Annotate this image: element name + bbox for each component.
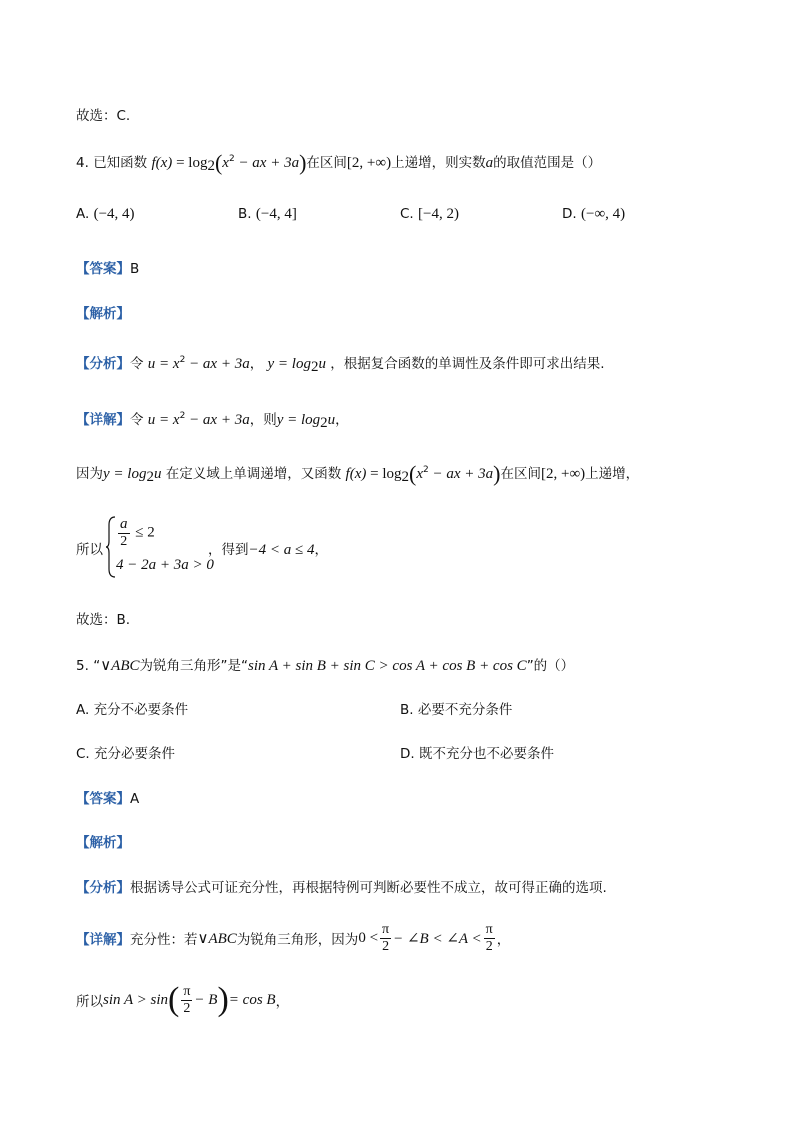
- conclusion-text: 故选：B.: [76, 612, 131, 628]
- math-y: y = log: [103, 466, 147, 482]
- math-x: x: [416, 466, 424, 482]
- answer-value: A: [130, 791, 140, 807]
- text: ，: [335, 412, 349, 428]
- text: ，根据复合函数的单调性及条件即可求出结果.: [330, 356, 605, 372]
- math-minus-b: − B: [194, 991, 218, 1008]
- log-base: 2: [320, 415, 328, 431]
- previous-conclusion: 故选：C.: [76, 108, 131, 124]
- q4-conclusion: [76, 608, 130, 628]
- stem-text: 在区间: [306, 155, 347, 171]
- math-u: u: [318, 356, 326, 372]
- text: ”的（）: [526, 658, 575, 674]
- option-text: 充分必要条件: [94, 746, 176, 762]
- text: 上递增，: [585, 466, 640, 482]
- q5-analysis-heading: [76, 831, 130, 851]
- paren-close: ): [493, 461, 501, 486]
- stem-text: 的取值范围是（）: [493, 155, 602, 171]
- math-triangle: ∨ABC: [100, 658, 140, 674]
- numerator: π: [485, 922, 493, 938]
- math-u: u = x: [147, 412, 180, 428]
- text: ，: [249, 356, 264, 372]
- math-ineq: − ∠B < ∠A <: [393, 930, 482, 947]
- q4-fenxi: [76, 352, 605, 376]
- numerator: π: [183, 984, 191, 1000]
- text: ，得到: [208, 542, 249, 558]
- option-label: A.: [76, 206, 90, 222]
- denominator: 2: [120, 533, 128, 549]
- q4-xiangjie: [76, 408, 349, 432]
- xiangjie-tag: 【详解】: [76, 412, 130, 428]
- text: ，则: [249, 412, 277, 428]
- xiangjie-tag: 【详解】: [76, 932, 130, 948]
- exponent: 2: [179, 355, 186, 365]
- stem-text: 上递增，则实数: [391, 155, 486, 171]
- math-sin: sin A > sin: [103, 991, 169, 1008]
- log-base: 2: [146, 469, 154, 485]
- q5-xiangjie: [76, 918, 510, 958]
- math-result: −4 < a ≤ 4: [248, 542, 315, 558]
- option-label: B.: [238, 206, 252, 222]
- math-u: u: [153, 466, 162, 482]
- q4-answer: [76, 257, 139, 277]
- q5-option-c: [76, 742, 175, 762]
- exponent: 2: [179, 411, 186, 421]
- text: 令: [130, 412, 144, 428]
- math-condition: sin A + sin B + sin C > cos A + cos B + cos C: [248, 658, 527, 674]
- q4-result: [208, 538, 328, 559]
- text: 充分性：若: [130, 932, 198, 948]
- q5-option-a: [76, 698, 188, 718]
- q5-fenxi: [76, 876, 607, 896]
- paren-close: ): [299, 150, 307, 175]
- math-y: y = log: [276, 412, 321, 428]
- option-text: (−4, 4): [93, 206, 135, 222]
- fenxi-tag: 【分析】: [76, 880, 130, 896]
- answer-tag: 【答案】: [76, 261, 130, 277]
- denominator: 2: [382, 938, 390, 954]
- option-label: B.: [400, 702, 414, 718]
- option-text: 既不充分也不必要条件: [418, 746, 554, 762]
- log-base: 2: [401, 469, 410, 485]
- math-u: u = x: [147, 356, 180, 372]
- fraction-pi-over-2: [380, 922, 391, 954]
- math-ineq: 0 <: [358, 929, 379, 946]
- q5-option-d: [400, 742, 554, 762]
- fraction-pi-over-2: [181, 984, 192, 1016]
- math-x: x: [222, 155, 229, 171]
- fraction: [118, 516, 130, 549]
- text: “: [93, 658, 101, 674]
- log-base: 2: [207, 158, 215, 174]
- math-triangle: ∨ABC: [197, 930, 237, 947]
- option-label: C.: [76, 746, 90, 762]
- math-log: = log: [172, 155, 208, 171]
- denominator: 2: [485, 938, 493, 954]
- q4-option-a: [76, 206, 135, 223]
- text: ，: [275, 994, 290, 1010]
- option-text: (−4, 4]: [255, 206, 297, 222]
- answer-value: B: [130, 261, 140, 277]
- text: 在定义域上单调递增，又函数: [165, 466, 342, 482]
- math-interval: [2, +∞): [540, 466, 586, 482]
- option-label: D.: [400, 746, 415, 762]
- math-u: u: [327, 412, 336, 428]
- denominator: 2: [183, 1000, 191, 1016]
- q5-so: [76, 978, 289, 1022]
- text: ，: [496, 932, 511, 948]
- exponent: 2: [228, 154, 235, 164]
- previous-answer-line: [76, 104, 130, 124]
- math-u-rest: − ax + 3a: [185, 356, 250, 372]
- text: 因为: [76, 466, 103, 482]
- relation: ≤ 2: [131, 524, 155, 541]
- q5-option-b: [400, 698, 512, 718]
- math-arg: − ax + 3a: [428, 466, 494, 482]
- paren-open: (: [409, 461, 417, 486]
- q4-so-label: [76, 538, 103, 558]
- paren-open: (: [214, 150, 223, 175]
- q4-option-b: [238, 206, 297, 223]
- math-fx: f(x): [151, 155, 173, 171]
- numerator: π: [382, 922, 390, 938]
- exponent: 2: [423, 465, 429, 475]
- text: ，: [314, 542, 328, 558]
- stem-text: 已知函数: [93, 155, 148, 171]
- q4-option-d: [562, 206, 625, 223]
- math-u-rest: − ax + 3a: [185, 412, 250, 428]
- system-row-1: [116, 516, 155, 549]
- option-label: C.: [400, 206, 414, 222]
- math-arg: − ax + 3a: [234, 155, 300, 171]
- text: 所以: [76, 542, 103, 558]
- math-interval: [2, +∞): [346, 155, 392, 171]
- fenxi-tag: 【分析】: [76, 356, 130, 372]
- question-number: 5.: [76, 658, 89, 674]
- fraction-pi-over-2: [484, 922, 495, 954]
- text: 在区间: [500, 466, 541, 482]
- text: 令: [130, 356, 144, 372]
- paren-open: (: [168, 981, 180, 1018]
- math-a: a: [485, 155, 494, 171]
- option-label: A.: [76, 702, 90, 718]
- analysis-tag: 【解析】: [76, 835, 130, 851]
- option-text: (−∞, 4): [580, 206, 626, 222]
- math-fx: f(x): [345, 466, 367, 482]
- option-label: D.: [562, 206, 577, 222]
- paren-close: ): [217, 981, 229, 1018]
- log-base: 2: [310, 359, 319, 375]
- system-row-2: [116, 557, 214, 574]
- analysis-tag: 【解析】: [76, 306, 130, 322]
- option-text: 充分不必要条件: [93, 702, 189, 718]
- q4-stem: [76, 151, 601, 175]
- option-text: 必要不充分条件: [417, 702, 513, 718]
- text: 为锐角三角形，因为: [236, 932, 359, 948]
- q5-stem: [76, 654, 574, 675]
- q4-because: [76, 462, 639, 486]
- answer-tag: 【答案】: [76, 791, 130, 807]
- option-text: [−4, 2): [418, 206, 459, 222]
- q5-answer: [76, 787, 139, 807]
- math-log: = log: [366, 466, 402, 482]
- text: 所以: [76, 994, 103, 1010]
- numerator: a: [120, 516, 128, 532]
- math-cos: = cos B: [228, 991, 276, 1008]
- fenxi-text: 根据诱导公式可证充分性，再根据特例可判断必要性不成立，故可得正确的选项.: [130, 880, 607, 896]
- question-number: 4.: [76, 155, 89, 171]
- math-y: y = log: [267, 356, 311, 372]
- inequality: 4 − 2a + 3a > 0: [116, 557, 214, 573]
- q4-option-c: [400, 206, 459, 223]
- text: 为锐角三角形”是“: [139, 658, 248, 674]
- q4-analysis-heading: [76, 302, 130, 322]
